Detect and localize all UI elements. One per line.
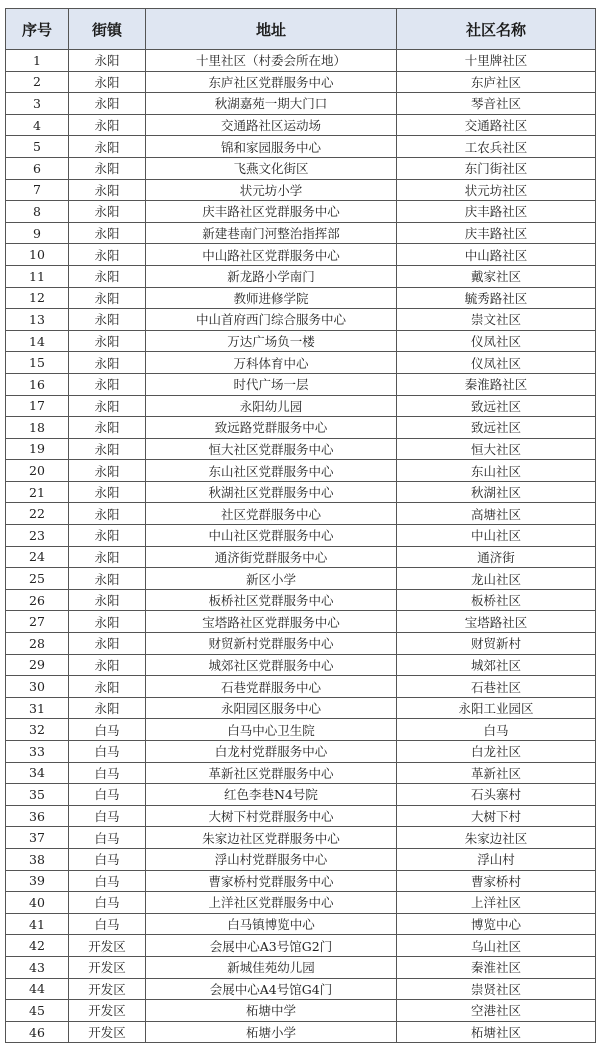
cell-index: 42: [6, 935, 69, 957]
cell-community-name: 庆丰路社区: [397, 222, 596, 244]
cell-address: 状元坊小学: [146, 179, 397, 201]
cell-community-name: 中山社区: [397, 525, 596, 547]
cell-address: 社区党群服务中心: [146, 503, 397, 525]
cell-street-town: 白马: [69, 784, 146, 806]
cell-street-town: 白马: [69, 741, 146, 763]
cell-street-town: 永阳: [69, 395, 146, 417]
cell-community-name: 状元坊社区: [397, 179, 596, 201]
table-row: [6, 373, 596, 395]
cell-community-name: 仪凤社区: [397, 330, 596, 352]
cell-community-name: 致远社区: [397, 395, 596, 417]
cell-index: 7: [6, 179, 69, 201]
cell-community-name: 戴家社区: [397, 265, 596, 287]
cell-index: 45: [6, 1000, 69, 1022]
cell-community-name: 乌山社区: [397, 935, 596, 957]
header-index: 序号: [6, 9, 69, 50]
cell-street-town: 永阳: [69, 525, 146, 547]
cell-street-town: 永阳: [69, 157, 146, 179]
cell-address: 曹家桥村党群服务中心: [146, 870, 397, 892]
cell-community-name: 庆丰路社区: [397, 201, 596, 223]
cell-address: 东庐社区党群服务中心: [146, 71, 397, 93]
table-row: [6, 201, 596, 223]
cell-community-name: 秋湖社区: [397, 481, 596, 503]
cell-address: 红色李巷N4号院: [146, 784, 397, 806]
cell-address: 会展中心A4号馆G4门: [146, 978, 397, 1000]
cell-street-town: 永阳: [69, 503, 146, 525]
cell-community-name: 通济街: [397, 546, 596, 568]
cell-address: 新建巷南门河整治指挥部: [146, 222, 397, 244]
table-row: [6, 1021, 596, 1043]
cell-community-name: 城郊社区: [397, 654, 596, 676]
cell-street-town: 永阳: [69, 244, 146, 266]
table-row: [6, 741, 596, 763]
table-row: [6, 438, 596, 460]
cell-community-name: 朱家边社区: [397, 827, 596, 849]
table-row: [6, 50, 596, 72]
cell-street-town: 白马: [69, 827, 146, 849]
cell-community-name: 崇贤社区: [397, 978, 596, 1000]
cell-community-name: 毓秀路社区: [397, 287, 596, 309]
cell-index: 15: [6, 352, 69, 374]
cell-address: 十里社区（村委会所在地）: [146, 50, 397, 72]
table-row: [6, 352, 596, 374]
cell-address: 浮山村党群服务中心: [146, 848, 397, 870]
table-row: [6, 546, 596, 568]
cell-community-name: 东门街社区: [397, 157, 596, 179]
cell-community-name: 高塘社区: [397, 503, 596, 525]
cell-address: 时代广场一层: [146, 373, 397, 395]
cell-index: 34: [6, 762, 69, 784]
table-row: [6, 460, 596, 482]
site-table: [5, 8, 596, 1043]
table-row: [6, 395, 596, 417]
cell-community-name: 东庐社区: [397, 71, 596, 93]
header-address: 地址: [146, 9, 397, 50]
cell-index: 46: [6, 1021, 69, 1043]
table-row: [6, 935, 596, 957]
cell-index: 38: [6, 848, 69, 870]
cell-index: 13: [6, 309, 69, 331]
cell-street-town: 永阳: [69, 611, 146, 633]
cell-address: 永阳幼儿园: [146, 395, 397, 417]
cell-index: 3: [6, 93, 69, 115]
cell-index: 30: [6, 676, 69, 698]
cell-community-name: 曹家桥村: [397, 870, 596, 892]
cell-index: 19: [6, 438, 69, 460]
cell-street-town: 永阳: [69, 654, 146, 676]
cell-community-name: 财贸新村: [397, 633, 596, 655]
cell-community-name: 秦淮社区: [397, 956, 596, 978]
cell-address: 锦和家园服务中心: [146, 136, 397, 158]
cell-community-name: 大树下村: [397, 805, 596, 827]
cell-index: 27: [6, 611, 69, 633]
cell-index: 16: [6, 373, 69, 395]
cell-street-town: 白马: [69, 719, 146, 741]
table-row: [6, 978, 596, 1000]
cell-street-town: 永阳: [69, 460, 146, 482]
cell-index: 41: [6, 913, 69, 935]
cell-street-town: 永阳: [69, 93, 146, 115]
table-row: [6, 892, 596, 914]
cell-community-name: 交通路社区: [397, 114, 596, 136]
cell-street-town: 永阳: [69, 265, 146, 287]
cell-address: 城郊社区党群服务中心: [146, 654, 397, 676]
table-row: [6, 179, 596, 201]
cell-address: 秋湖嘉苑一期大门口: [146, 93, 397, 115]
cell-community-name: 琴音社区: [397, 93, 596, 115]
cell-index: 29: [6, 654, 69, 676]
table-row: [6, 654, 596, 676]
cell-index: 32: [6, 719, 69, 741]
table-row: [6, 913, 596, 935]
header-community-name: 社区名称: [397, 9, 596, 50]
cell-street-town: 白马: [69, 848, 146, 870]
cell-community-name: 龙山社区: [397, 568, 596, 590]
cell-community-name: 革新社区: [397, 762, 596, 784]
cell-street-town: 开发区: [69, 1021, 146, 1043]
cell-address: 白马镇博览中心: [146, 913, 397, 935]
cell-address: 中山路社区党群服务中心: [146, 244, 397, 266]
cell-index: 26: [6, 589, 69, 611]
cell-community-name: 仪凤社区: [397, 352, 596, 374]
table-row: [6, 244, 596, 266]
table-row: [6, 525, 596, 547]
table-body: [6, 50, 596, 1043]
cell-address: 中山社区党群服务中心: [146, 525, 397, 547]
table-row: [6, 481, 596, 503]
cell-address: 东山社区党群服务中心: [146, 460, 397, 482]
cell-street-town: 永阳: [69, 309, 146, 331]
cell-street-town: 永阳: [69, 201, 146, 223]
cell-street-town: 永阳: [69, 568, 146, 590]
table-row: [6, 265, 596, 287]
cell-index: 21: [6, 481, 69, 503]
table-row: [6, 697, 596, 719]
cell-community-name: 宝塔路社区: [397, 611, 596, 633]
cell-community-name: 博览中心: [397, 913, 596, 935]
cell-index: 4: [6, 114, 69, 136]
cell-index: 11: [6, 265, 69, 287]
cell-street-town: 开发区: [69, 1000, 146, 1022]
cell-index: 22: [6, 503, 69, 525]
cell-address: 大树下村党群服务中心: [146, 805, 397, 827]
table-row: [6, 287, 596, 309]
cell-street-town: 开发区: [69, 978, 146, 1000]
cell-index: 1: [6, 50, 69, 72]
cell-street-town: 开发区: [69, 935, 146, 957]
cell-address: 飞燕文化街区: [146, 157, 397, 179]
cell-index: 23: [6, 525, 69, 547]
cell-address: 柘塘小学: [146, 1021, 397, 1043]
cell-street-town: 开发区: [69, 956, 146, 978]
cell-community-name: 石头寨村: [397, 784, 596, 806]
header-street-town: 街镇: [69, 9, 146, 50]
cell-community-name: 白马: [397, 719, 596, 741]
cell-street-town: 永阳: [69, 136, 146, 158]
cell-street-town: 永阳: [69, 481, 146, 503]
table-row: [6, 611, 596, 633]
table-row: [6, 848, 596, 870]
cell-address: 新城佳苑幼儿园: [146, 956, 397, 978]
cell-community-name: 空港社区: [397, 1000, 596, 1022]
cell-address: 板桥社区党群服务中心: [146, 589, 397, 611]
cell-address: 柘塘中学: [146, 1000, 397, 1022]
cell-street-town: 永阳: [69, 589, 146, 611]
cell-address: 财贸新村党群服务中心: [146, 633, 397, 655]
cell-address: 秋湖社区党群服务中心: [146, 481, 397, 503]
cell-address: 万达广场负一楼: [146, 330, 397, 352]
table-row: [6, 805, 596, 827]
cell-street-town: 永阳: [69, 287, 146, 309]
table-row: [6, 222, 596, 244]
table-row: [6, 784, 596, 806]
cell-address: 新龙路小学南门: [146, 265, 397, 287]
table-row: [6, 309, 596, 331]
cell-address: 教师进修学院: [146, 287, 397, 309]
cell-index: 44: [6, 978, 69, 1000]
cell-address: 致远路党群服务中心: [146, 417, 397, 439]
table-row: [6, 71, 596, 93]
cell-community-name: 秦淮路社区: [397, 373, 596, 395]
cell-index: 24: [6, 546, 69, 568]
table-row: [6, 568, 596, 590]
cell-street-town: 永阳: [69, 50, 146, 72]
cell-street-town: 永阳: [69, 222, 146, 244]
cell-community-name: 石巷社区: [397, 676, 596, 698]
cell-address: 白龙村党群服务中心: [146, 741, 397, 763]
cell-index: 28: [6, 633, 69, 655]
cell-address: 上洋社区党群服务中心: [146, 892, 397, 914]
cell-address: 交通路社区运动场: [146, 114, 397, 136]
cell-address: 通济街党群服务中心: [146, 546, 397, 568]
cell-community-name: 永阳工业园区: [397, 697, 596, 719]
cell-index: 25: [6, 568, 69, 590]
table-row: [6, 157, 596, 179]
cell-street-town: 永阳: [69, 633, 146, 655]
cell-community-name: 十里牌社区: [397, 50, 596, 72]
cell-street-town: 永阳: [69, 438, 146, 460]
cell-index: 39: [6, 870, 69, 892]
cell-index: 37: [6, 827, 69, 849]
cell-index: 20: [6, 460, 69, 482]
cell-community-name: 柘塘社区: [397, 1021, 596, 1043]
table-row: [6, 1000, 596, 1022]
cell-address: 中山首府西门综合服务中心: [146, 309, 397, 331]
table-row: [6, 503, 596, 525]
table-row: [6, 762, 596, 784]
table-row: [6, 676, 596, 698]
cell-index: 33: [6, 741, 69, 763]
cell-community-name: 东山社区: [397, 460, 596, 482]
cell-index: 8: [6, 201, 69, 223]
table-row: [6, 956, 596, 978]
cell-street-town: 白马: [69, 762, 146, 784]
site-table-container: [5, 8, 595, 1043]
cell-community-name: 上洋社区: [397, 892, 596, 914]
cell-street-town: 永阳: [69, 179, 146, 201]
cell-address: 白马中心卫生院: [146, 719, 397, 741]
cell-street-town: 白马: [69, 913, 146, 935]
cell-index: 12: [6, 287, 69, 309]
cell-community-name: 崇文社区: [397, 309, 596, 331]
table-row: [6, 136, 596, 158]
table-row: [6, 633, 596, 655]
table-row: [6, 114, 596, 136]
table-header: [6, 9, 596, 50]
cell-street-town: 永阳: [69, 417, 146, 439]
cell-community-name: 工农兵社区: [397, 136, 596, 158]
table-row: [6, 417, 596, 439]
cell-index: 14: [6, 330, 69, 352]
cell-street-town: 永阳: [69, 71, 146, 93]
cell-address: 革新社区党群服务中心: [146, 762, 397, 784]
cell-address: 朱家边社区党群服务中心: [146, 827, 397, 849]
cell-community-name: 板桥社区: [397, 589, 596, 611]
cell-index: 17: [6, 395, 69, 417]
cell-community-name: 白龙社区: [397, 741, 596, 763]
cell-index: 2: [6, 71, 69, 93]
header-row: [6, 9, 596, 50]
cell-index: 36: [6, 805, 69, 827]
cell-street-town: 永阳: [69, 676, 146, 698]
table-row: [6, 589, 596, 611]
cell-community-name: 中山路社区: [397, 244, 596, 266]
cell-street-town: 永阳: [69, 352, 146, 374]
cell-street-town: 白马: [69, 870, 146, 892]
cell-street-town: 白马: [69, 892, 146, 914]
cell-index: 31: [6, 697, 69, 719]
cell-index: 10: [6, 244, 69, 266]
cell-address: 石巷党群服务中心: [146, 676, 397, 698]
cell-address: 会展中心A3号馆G2门: [146, 935, 397, 957]
table-row: [6, 719, 596, 741]
cell-index: 5: [6, 136, 69, 158]
cell-address: 万科体育中心: [146, 352, 397, 374]
cell-street-town: 白马: [69, 805, 146, 827]
cell-street-town: 永阳: [69, 330, 146, 352]
cell-community-name: 致远社区: [397, 417, 596, 439]
cell-street-town: 永阳: [69, 373, 146, 395]
cell-address: 宝塔路社区党群服务中心: [146, 611, 397, 633]
cell-address: 恒大社区党群服务中心: [146, 438, 397, 460]
table-row: [6, 827, 596, 849]
cell-index: 35: [6, 784, 69, 806]
cell-address: 永阳园区服务中心: [146, 697, 397, 719]
cell-street-town: 永阳: [69, 546, 146, 568]
cell-street-town: 永阳: [69, 114, 146, 136]
table-row: [6, 93, 596, 115]
cell-index: 40: [6, 892, 69, 914]
cell-street-town: 永阳: [69, 697, 146, 719]
cell-index: 18: [6, 417, 69, 439]
table-row: [6, 330, 596, 352]
cell-index: 43: [6, 956, 69, 978]
cell-address: 庆丰路社区党群服务中心: [146, 201, 397, 223]
cell-address: 新区小学: [146, 568, 397, 590]
table-row: [6, 870, 596, 892]
cell-community-name: 浮山村: [397, 848, 596, 870]
cell-index: 9: [6, 222, 69, 244]
cell-index: 6: [6, 157, 69, 179]
cell-community-name: 恒大社区: [397, 438, 596, 460]
